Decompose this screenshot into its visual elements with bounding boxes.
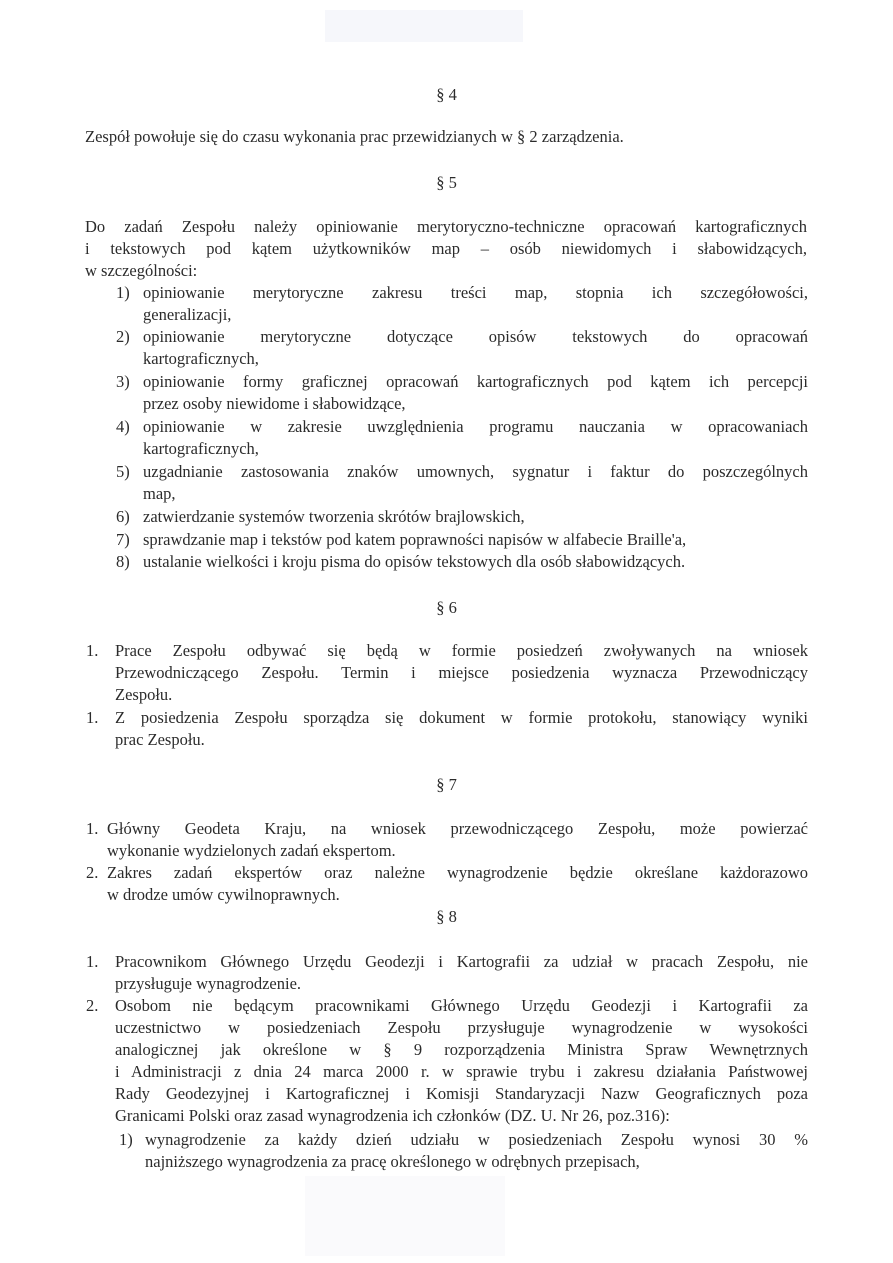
list-item-line: opiniowanie merytoryczne zakresu treści map, stopnia ich szczegółowości, bbox=[143, 283, 808, 302]
list-item-line: kartograficznych, bbox=[143, 349, 259, 368]
list-item-line: Osobom nie będącym pracownikami Głównego Urzędu Geodezji i Kartografii za bbox=[115, 996, 808, 1015]
list-item-line: analogicznej jak określone w § 9 rozporządzenia Ministra Spraw Wewnętrznych bbox=[115, 1040, 808, 1059]
list-item-line: przysługuje wynagrodzenie. bbox=[115, 974, 302, 993]
section-heading-4: § 4 bbox=[436, 85, 457, 104]
list-item-number: 2. bbox=[86, 863, 99, 882]
paragraph-line: w szczególności: bbox=[85, 261, 198, 280]
list-item-number: 1) bbox=[116, 283, 130, 302]
scan-artifact-bottom bbox=[305, 1176, 505, 1256]
list-item-number: 1) bbox=[119, 1130, 133, 1149]
list-item-line: kartograficznych, bbox=[143, 439, 259, 458]
list-item-number: 7) bbox=[116, 530, 130, 549]
list-item-number: 6) bbox=[116, 507, 130, 526]
list-item-number: 2. bbox=[86, 996, 99, 1015]
section-4-text bbox=[85, 126, 815, 148]
list-item-line: zatwierdzanie systemów tworzenia skrótów brajlowskich, bbox=[143, 507, 525, 526]
list-item-line: uzgadnianie zastosowania znaków umownych, sygnatur i faktur do poszczególnych bbox=[143, 462, 808, 481]
list-item-line: Główny Geodeta Kraju, na wniosek przewodniczącego Zespołu, może powierzać bbox=[107, 819, 808, 838]
list-item-line: wynagrodzenie za każdy dzień udziału w posiedzeniach Zespołu wynosi 30 % bbox=[145, 1130, 808, 1149]
list-item-line: i Administracji z dnia 24 marca 2000 r. w sprawie trybu i zakresu działania Państwowej bbox=[115, 1062, 808, 1081]
paragraph-line: Do zadań Zespołu należy opiniowanie merytoryczno-techniczne opracowań kartograficznych bbox=[85, 217, 807, 236]
list-item-line: przez osoby niewidome i słabowidzące, bbox=[143, 394, 406, 413]
list-item-number: 2) bbox=[116, 327, 130, 346]
list-item-number: 8) bbox=[116, 552, 130, 571]
list-item-line: Zakres zadań ekspertów oraz należne wynagrodzenie będzie określane każdorazowo bbox=[107, 863, 808, 882]
list-item-line: Pracownikom Głównego Urzędu Geodezji i Kartografii za udział w pracach Zespołu, nie bbox=[115, 952, 808, 971]
list-item-line: opiniowanie formy graficznej opracowań kartograficznych pod kątem ich percepcji bbox=[143, 372, 808, 391]
list-item-number: 1. bbox=[86, 708, 99, 727]
list-item-line: opiniowanie w zakresie uwzględnienia programu nauczania w opracowaniach bbox=[143, 417, 808, 436]
list-item-line: wykonanie wydzielonych zadań ekspertom. bbox=[107, 841, 396, 860]
list-item-line: Z posiedzenia Zespołu sporządza się dokument w formie protokołu, stanowiący wyniki bbox=[115, 708, 808, 727]
list-item-line: Prace Zespołu odbywać się będą w formie posiedzeń zwoływanych na wniosek bbox=[115, 641, 808, 660]
list-item-line: generalizacji, bbox=[143, 305, 232, 324]
list-item-number: 1. bbox=[86, 819, 99, 838]
list-item-line: opiniowanie merytoryczne dotyczące opisów tekstowych do opracowań bbox=[143, 327, 808, 346]
list-item-number: 5) bbox=[116, 462, 130, 481]
paragraph-line: Zespół powołuje się do czasu wykonania prac przewidzianych w § 2 zarządzenia. bbox=[85, 127, 624, 146]
paragraph-line: i tekstowych pod kątem użytkowników map – osób niewidomych i słabowidzących, bbox=[85, 239, 807, 258]
section-5-intro bbox=[85, 216, 807, 282]
list-item-line: Granicami Polski oraz zasad wynagrodzenia ich członków (DZ. U. Nr 26, poz.316): bbox=[115, 1106, 670, 1125]
list-item-line: w drodze umów cywilnoprawnych. bbox=[107, 885, 340, 904]
list-item-number: 3) bbox=[116, 372, 130, 391]
list-item-line: najniższego wynagrodzenia za pracę określonego w odrębnych przepisach, bbox=[145, 1152, 640, 1171]
section-heading-7: § 7 bbox=[436, 775, 457, 794]
section-heading-5: § 5 bbox=[436, 173, 457, 192]
list-item-line: Przewodniczącego Zespołu. Termin i miejsce posiedzenia wyznacza Przewodniczący bbox=[115, 663, 808, 682]
list-item-number: 1. bbox=[86, 952, 99, 971]
list-item-line: ustalanie wielkości i kroju pisma do opisów tekstowych dla osób słabowidzących. bbox=[143, 552, 686, 571]
list-item-number: 1. bbox=[86, 641, 99, 660]
list-item-line: Rady Geodezyjnej i Kartograficznej i Komisji Standaryzacji Nazw Geograficznych poza bbox=[115, 1084, 808, 1103]
list-item-line: uczestnictwo w posiedzeniach Zespołu przysługuje wynagrodzenie w wysokości bbox=[115, 1018, 808, 1037]
section-heading-6: § 6 bbox=[436, 598, 457, 617]
scan-artifact-top bbox=[325, 10, 523, 42]
list-item-line: prac Zespołu. bbox=[115, 730, 205, 749]
list-item-line: sprawdzanie map i tekstów pod katem poprawności napisów w alfabecie Braille'a, bbox=[143, 530, 687, 549]
list-item-number: 4) bbox=[116, 417, 130, 436]
section-heading-8: § 8 bbox=[436, 907, 457, 926]
list-item-line: map, bbox=[143, 484, 176, 503]
list-item-line: Zespołu. bbox=[115, 685, 173, 704]
